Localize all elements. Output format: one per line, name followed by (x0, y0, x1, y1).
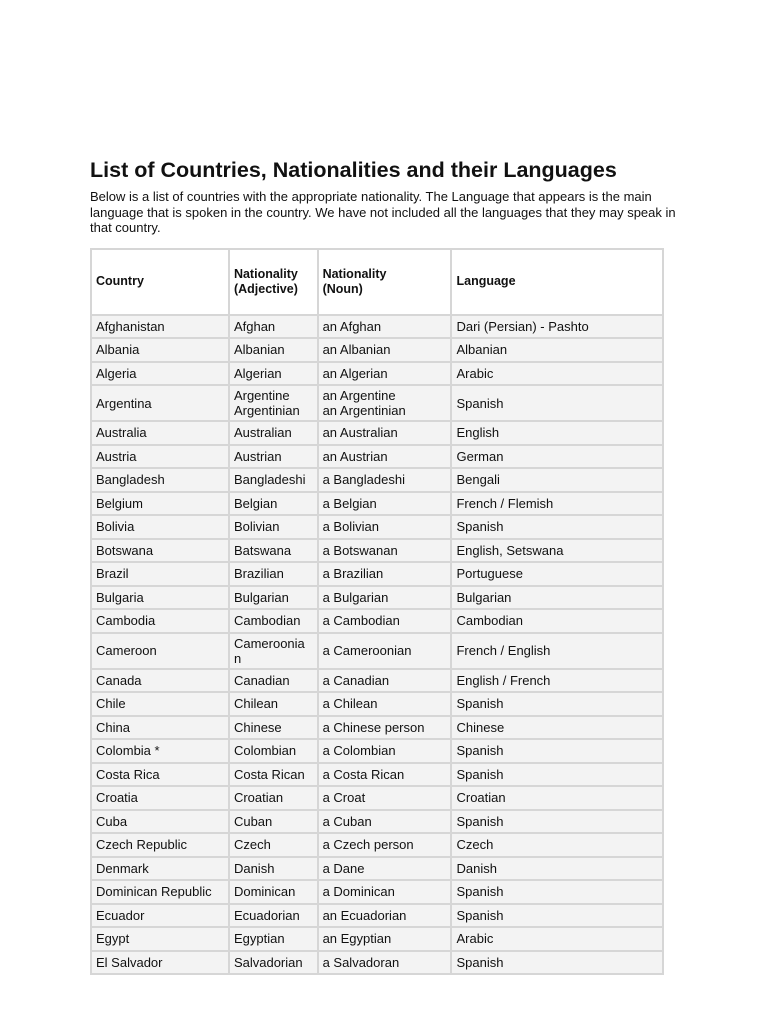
cell-adjective: Bolivian (230, 516, 317, 538)
document-page (90, 155, 676, 975)
table-row (92, 634, 662, 668)
cell-noun: an Argentine an Argentinian (319, 386, 451, 420)
cell-adjective: Chinese (230, 717, 317, 739)
cell-country: Bolivia (92, 516, 228, 538)
cell-adjective: Bulgarian (230, 587, 317, 609)
cell-adjective: Dominican (230, 881, 317, 903)
cell-language: Dari (Persian) - Pashto (452, 316, 662, 338)
cell-language: French / English (452, 634, 662, 668)
cell-noun: a Cameroonian (319, 634, 451, 668)
cell-language: Spanish (452, 952, 662, 974)
header-nationality-noun: Nationality (Noun) (319, 250, 451, 314)
cell-adjective: Canadian (230, 670, 317, 692)
table-row (92, 563, 662, 585)
cell-noun: an Albanian (319, 339, 451, 361)
countries-table (90, 248, 664, 976)
cell-language: Bulgarian (452, 587, 662, 609)
table-row (92, 469, 662, 491)
table-row (92, 540, 662, 562)
cell-country: Egypt (92, 928, 228, 950)
table-row (92, 717, 662, 739)
cell-noun: an Algerian (319, 363, 451, 385)
table-row (92, 610, 662, 632)
table-row (92, 764, 662, 786)
table-row (92, 787, 662, 809)
cell-language: Albanian (452, 339, 662, 361)
table-row (92, 363, 662, 385)
cell-country: Bangladesh (92, 469, 228, 491)
cell-country: Brazil (92, 563, 228, 585)
cell-adjective: Danish (230, 858, 317, 880)
table-row (92, 834, 662, 856)
cell-language: Spanish (452, 905, 662, 927)
cell-country: Albania (92, 339, 228, 361)
cell-noun: an Afghan (319, 316, 451, 338)
cell-language: English, Setswana (452, 540, 662, 562)
cell-adjective: Costa Rican (230, 764, 317, 786)
cell-noun: a Chinese person (319, 717, 451, 739)
cell-language: Czech (452, 834, 662, 856)
table-row (92, 811, 662, 833)
cell-language: Danish (452, 858, 662, 880)
cell-adjective: Czech (230, 834, 317, 856)
cell-country: Denmark (92, 858, 228, 880)
table-row (92, 693, 662, 715)
cell-noun: a Salvadoran (319, 952, 451, 974)
cell-noun: a Chilean (319, 693, 451, 715)
cell-country: Dominican Republic (92, 881, 228, 903)
page-title: List of Countries, Nationalities and their Languages (90, 158, 617, 182)
cell-language: French / Flemish (452, 493, 662, 515)
cell-language: Spanish (452, 811, 662, 833)
cell-noun: a Czech person (319, 834, 451, 856)
cell-adjective: Cambodian (230, 610, 317, 632)
table-row (92, 858, 662, 880)
cell-country: El Salvador (92, 952, 228, 974)
header-nationality-adjective: Nationality (Adjective) (230, 250, 317, 314)
cell-adjective: Cuban (230, 811, 317, 833)
header-language: Language (452, 250, 662, 314)
cell-noun: a Bangladeshi (319, 469, 451, 491)
cell-language: German (452, 446, 662, 468)
cell-country: Ecuador (92, 905, 228, 927)
table-row (92, 740, 662, 762)
cell-noun: a Dane (319, 858, 451, 880)
cell-country: Czech Republic (92, 834, 228, 856)
cell-language: Arabic (452, 928, 662, 950)
cell-country: Bulgaria (92, 587, 228, 609)
cell-noun: a Brazilian (319, 563, 451, 585)
cell-noun: an Australian (319, 422, 451, 444)
cell-country: Australia (92, 422, 228, 444)
table-row (92, 516, 662, 538)
cell-adjective: Batswana (230, 540, 317, 562)
cell-language: Spanish (452, 740, 662, 762)
cell-language: Chinese (452, 717, 662, 739)
cell-language: English / French (452, 670, 662, 692)
cell-adjective: Afghan (230, 316, 317, 338)
table-row (92, 339, 662, 361)
cell-noun: a Croat (319, 787, 451, 809)
cell-adjective: Salvadorian (230, 952, 317, 974)
table-row (92, 422, 662, 444)
intro-paragraph: Below is a list of countries with the appropriate nationality. The Language that appears is the main language that is spoken in the country. We have not included all the languages that they may speak in that country. (90, 189, 676, 235)
cell-adjective: Austrian (230, 446, 317, 468)
cell-adjective: Colombian (230, 740, 317, 762)
cell-adjective: Egyptian (230, 928, 317, 950)
header-country: Country (92, 250, 228, 314)
cell-adjective: Cameroonia n (230, 634, 317, 668)
cell-adjective: Croatian (230, 787, 317, 809)
cell-country: Croatia (92, 787, 228, 809)
table-row (92, 493, 662, 515)
table-row (92, 928, 662, 950)
table-row (92, 952, 662, 974)
cell-adjective: Argentine Argentinian (230, 386, 317, 420)
cell-noun: a Belgian (319, 493, 451, 515)
cell-country: China (92, 717, 228, 739)
cell-language: Spanish (452, 516, 662, 538)
table-row (92, 670, 662, 692)
cell-country: Botswana (92, 540, 228, 562)
cell-country: Austria (92, 446, 228, 468)
table-row (92, 446, 662, 468)
cell-language: Spanish (452, 693, 662, 715)
cell-adjective: Brazilian (230, 563, 317, 585)
cell-adjective: Bangladeshi (230, 469, 317, 491)
cell-country: Afghanistan (92, 316, 228, 338)
table-header-row (92, 250, 662, 314)
cell-country: Belgium (92, 493, 228, 515)
cell-language: Arabic (452, 363, 662, 385)
cell-noun: a Cambodian (319, 610, 451, 632)
cell-noun: a Canadian (319, 670, 451, 692)
cell-country: Argentina (92, 386, 228, 420)
table-row (92, 386, 662, 420)
cell-country: Canada (92, 670, 228, 692)
cell-noun: a Cuban (319, 811, 451, 833)
cell-language: Spanish (452, 764, 662, 786)
table-row (92, 316, 662, 338)
cell-country: Chile (92, 693, 228, 715)
table-body (92, 316, 662, 974)
cell-adjective: Belgian (230, 493, 317, 515)
cell-language: English (452, 422, 662, 444)
cell-adjective: Ecuadorian (230, 905, 317, 927)
cell-noun: a Bolivian (319, 516, 451, 538)
cell-language: Spanish (452, 386, 662, 420)
cell-language: Bengali (452, 469, 662, 491)
cell-language: Croatian (452, 787, 662, 809)
countries-table-container (90, 248, 664, 976)
cell-language: Spanish (452, 881, 662, 903)
cell-adjective: Chilean (230, 693, 317, 715)
cell-country: Cambodia (92, 610, 228, 632)
cell-noun: an Egyptian (319, 928, 451, 950)
cell-noun: a Costa Rican (319, 764, 451, 786)
cell-country: Colombia * (92, 740, 228, 762)
cell-noun: an Ecuadorian (319, 905, 451, 927)
cell-noun: a Dominican (319, 881, 451, 903)
cell-noun: a Colombian (319, 740, 451, 762)
cell-country: Costa Rica (92, 764, 228, 786)
cell-country: Cuba (92, 811, 228, 833)
cell-noun: a Bulgarian (319, 587, 451, 609)
cell-adjective: Algerian (230, 363, 317, 385)
cell-language: Portuguese (452, 563, 662, 585)
cell-country: Cameroon (92, 634, 228, 668)
cell-adjective: Australian (230, 422, 317, 444)
cell-language: Cambodian (452, 610, 662, 632)
cell-noun: a Botswanan (319, 540, 451, 562)
cell-country: Algeria (92, 363, 228, 385)
cell-adjective: Albanian (230, 339, 317, 361)
table-row (92, 587, 662, 609)
table-row (92, 905, 662, 927)
cell-noun: an Austrian (319, 446, 451, 468)
table-row (92, 881, 662, 903)
